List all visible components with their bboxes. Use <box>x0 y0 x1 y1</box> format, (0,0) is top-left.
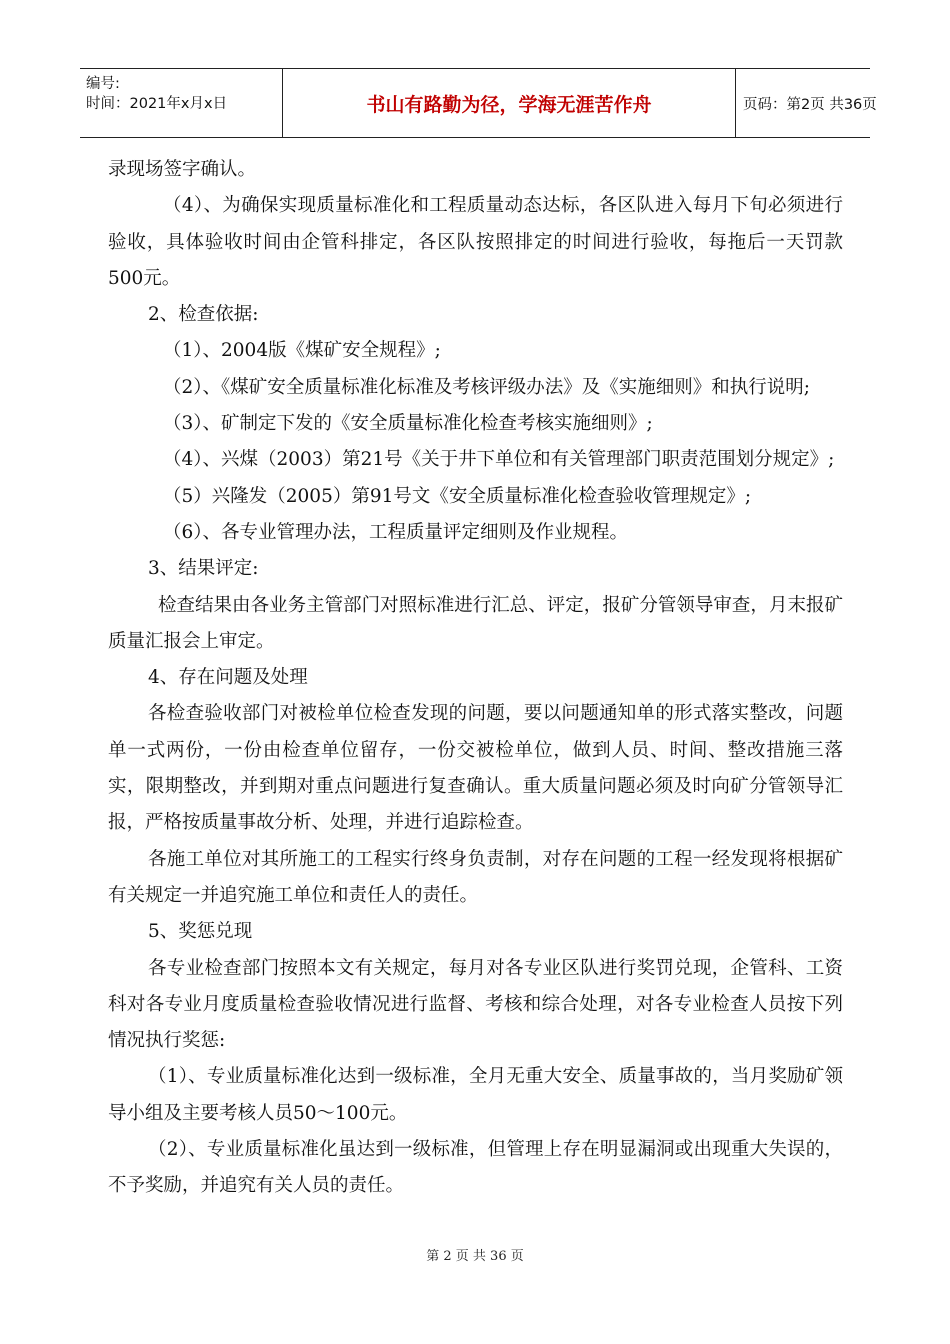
paragraph: （2）、《煤矿安全质量标准化标准及考核评级办法》及《实施细则》和执行说明; <box>163 376 811 398</box>
paragraph: 各检查验收部门对被检单位检查发现的问题，要以问题通知单的形式落实整改，问题单一式两份，一份由检查单位留存，一份交被检单位，做到人员、时间、整改措施三落实，限期整改，并到期对重点问题进行复查确认。重大质量问题必须及时向矿分管领导汇报，严格按质量事故分析、处理，并进行追踪检查。 <box>108 703 843 834</box>
section-heading: 5、奖惩兑现 <box>148 921 253 943</box>
paragraph: （4）、兴煤（2003）第21号《关于井下单位和有关管理部门职责范围划分规定》; <box>163 449 835 471</box>
paragraph: （3）、矿制定下发的《安全质量标准化检查考核实施细则》; <box>163 413 653 435</box>
paragraph: （5）兴隆发（2005）第91号文《安全质量标准化检查验收管理规定》; <box>163 485 752 507</box>
section-heading: 3、结果评定: <box>148 558 259 580</box>
page-header <box>80 68 877 138</box>
paragraph: （1）、2004版《煤矿安全规程》; <box>163 340 441 362</box>
section-heading: 2、检查依据: <box>148 304 259 326</box>
document-body <box>108 152 843 1205</box>
page-footer: 第 2 页 共 36 页 <box>426 1249 524 1264</box>
paragraph: （4）、为确保实现质量标准化和工程质量动态达标，各区队进入每月下旬必须进行验收，具体验收时间由企管科排定，各区队按照排定的时间进行验收，每拖后一天罚款500元。 <box>108 195 843 289</box>
header-page-info: 页码：第2页 共36页 <box>743 96 877 113</box>
document-time-label: 时间：2021年x月x日 <box>86 96 228 112</box>
section-heading: 4、存在问题及处理 <box>148 667 308 689</box>
header-meta <box>80 69 282 137</box>
paragraph: 各专业检查部门按照本文有关规定，每月对各专业区队进行奖罚兑现，企管科、工资科对各专业月度质量检查验收情况进行监督、考核和综合处理，对各专业检查人员按下列情况执行奖惩: <box>108 957 843 1052</box>
paragraph: 录现场签字确认。 <box>108 159 257 180</box>
paragraph: （1）、专业质量标准化达到一级标准，全月无重大安全、质量事故的，当月奖励矿领导小组及主要考核人员50～100元。 <box>108 1066 843 1124</box>
paragraph: 各施工单位对其所施工的工程实行终身负责制，对存在问题的工程一经发现将根据矿有关规定一并追究施工单位和责任人的责任。 <box>108 848 843 906</box>
document-number-label: 编号: <box>86 76 120 92</box>
paragraph: （2）、专业质量标准化虽达到一级标准，但管理上存在明显漏洞或出现重大失误的，不予奖励，并追究有关人员的责任。 <box>108 1139 843 1197</box>
paragraph: （6）、各专业管理办法，工程质量评定细则及作业规程。 <box>163 521 629 543</box>
paragraph: 检查结果由各业务主管部门对照标准进行汇总、评定，报矿分管领导审查，月末报矿质量汇报会上审定。 <box>108 594 843 652</box>
header-motto: 书山有路勤为径，学海无涯苦作舟 <box>282 69 736 137</box>
